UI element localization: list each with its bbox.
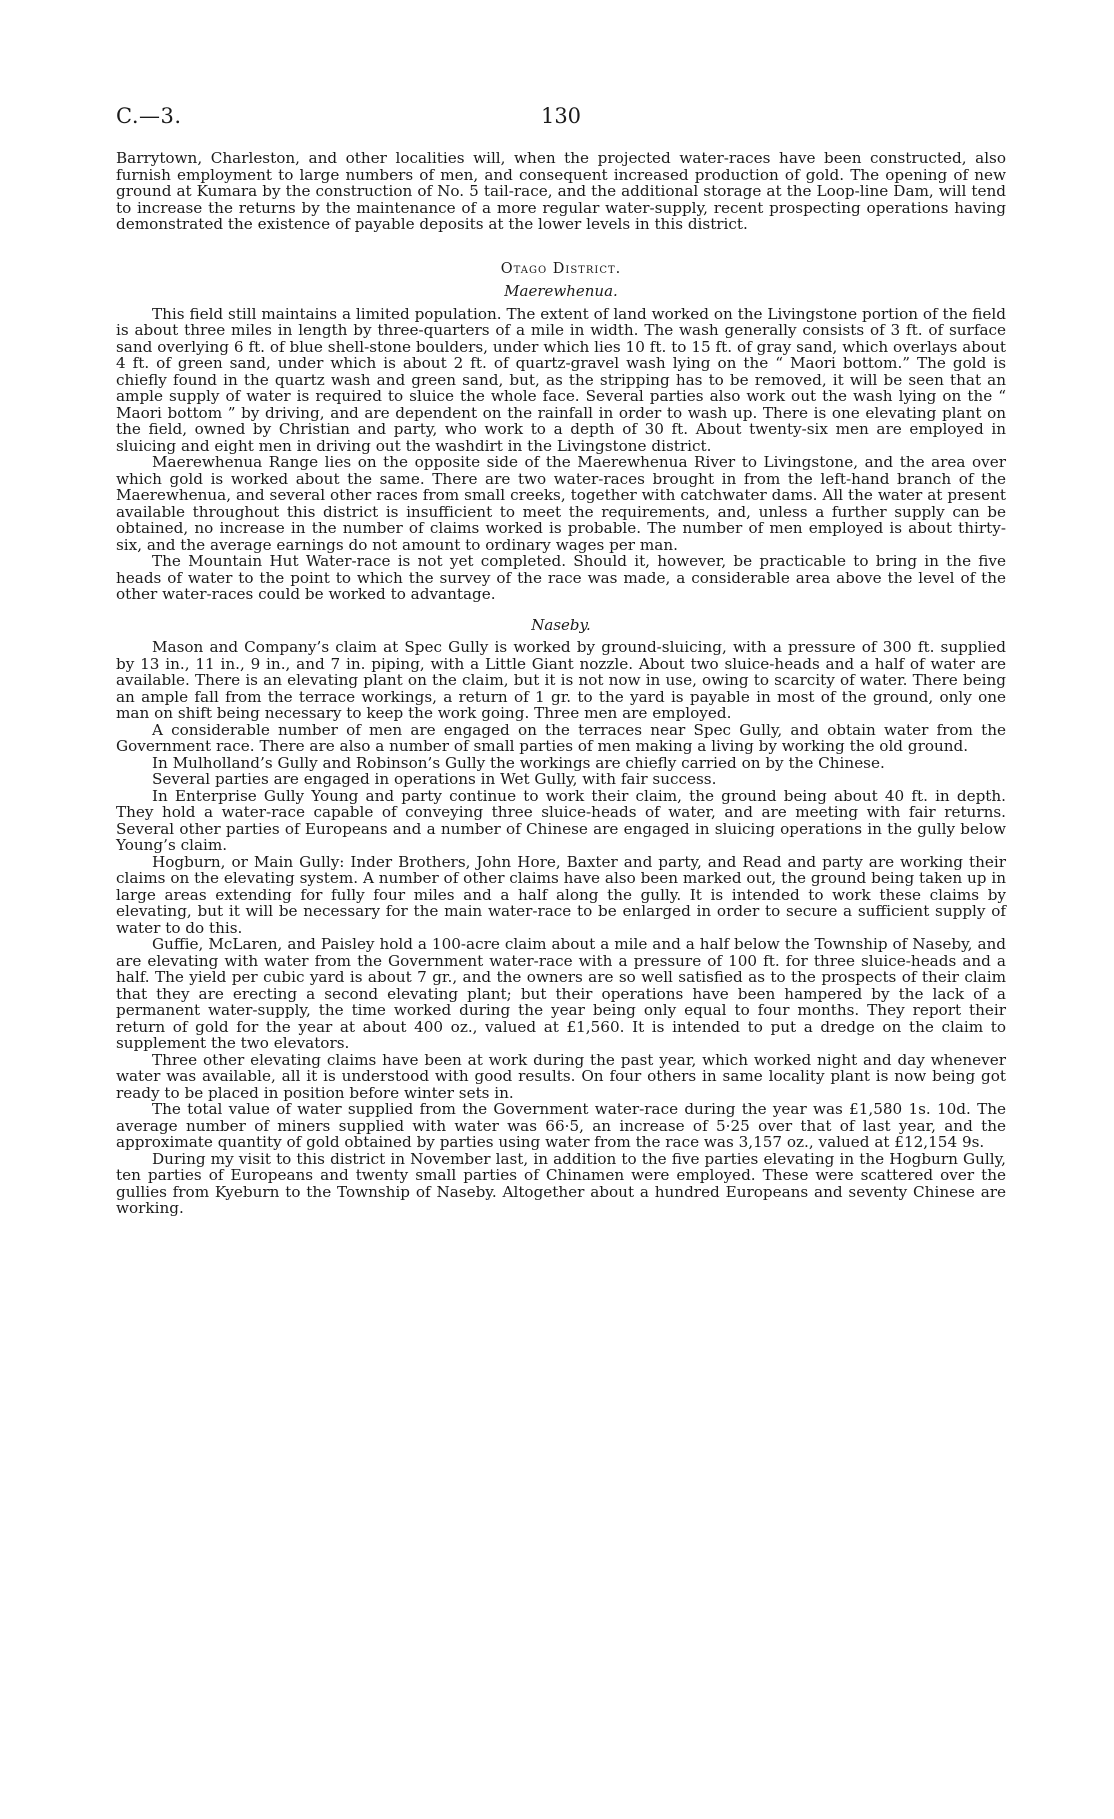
naseby-paragraph: Three other elevating claims have been at work during the past year, which worked night and day whenever water was available, all it is understood with good results. On four others in same locality plant is now being got ready to be placed in position before winter sets in. (116, 1050, 1006, 1102)
naseby-paragraph: A considerable number of men are engaged on the terraces near Spec Gully, and obtain water from the Government race. There are also a number of small parties of men making a living by working the old ground. (116, 720, 1006, 755)
maerewhenua-heading: Maerewhenua. (504, 282, 618, 300)
naseby-paragraph: Guffie, McLaren, and Paisley hold a 100-acre claim about a mile and a half below the Township of Naseby, and are elevating with water from the Government water-race with a pressure of 100 ft. for three sluice-heads and a half. The yield per cubic yard is about 7 gr., and the owners are so well satisfied as to the prospects of their claim that they are erecting a second elevating plant; but their operations have been hampered by the lack of a permanent water-supply, the time worked during the year being only equal to four months. They report their return of gold for the year at about 400 oz., valued at £1,560. It is intended to put a dredge on the claim to supplement the two elevators. (116, 935, 1006, 1052)
maerewhenua-paragraph: Maerewhenua Range lies on the opposite side of the Maerewhenua River to Livingstone, and the area over which gold is worked about the same. There are two water-races brought in from the left-hand branch of the Maerewhenua, and several other races from small creeks, together with catchwater dams. All the water at present available throughout this district is insufficient to meet the requirements, and, unless a further supply can be obtained, no increase in the number of claims worked is probable. The number of men employed is about thirty-six, and the average earnings do not amount to ordinary wages per man. (116, 453, 1006, 554)
intro-paragraph: Barrytown, Charleston, and other localities will, when the projected water-races have been constructed, also furnish employment to large numbers of men, and consequent increased production of gold. The opening of new ground at Kumara by the construction of No. 5 tail-race, and the additional storage at the Loop-line Dam, will tend to increase the returns by the maintenance of a more regular water-supply, recent prospecting operations having demonstrated the existence of payable deposits at the lower levels in this district. (116, 149, 1006, 233)
naseby-paragraph: The total value of water supplied from the Government water-race during the year was £1,580 1s. 10d. The average number of miners supplied with water was 66·5, an increase of 5·25 over that of last year, and the approximate quantity of gold obtained by parties using water from the race was 3,157 oz., valued at £12,154 9s. (116, 1100, 1006, 1151)
district-heading: Otago District. (500, 260, 622, 277)
naseby-paragraph: In Mulholland’s Gully and Robinson’s Gully the workings are chiefly carried on by the Chinese. (152, 753, 885, 772)
page-body (116, 150, 1006, 1217)
naseby-paragraph: In Enterprise Gully Young and party continue to work their claim, the ground being about 40 ft. in depth. They hold a water-race capable of conveying three sluice-heads of water, and are meeting with fair returns. Several other parties of Europeans and a number of Chinese are engaged in sluicing operations in the gully below Young’s claim. (116, 786, 1006, 854)
naseby-paragraph: Several parties are engaged in operations in Wet Gully, with fair success. (152, 770, 717, 788)
maerewhenua-paragraph: This field still maintains a limited population. The extent of land worked on the Livingstone portion of the field is about three miles in length by three-quarters of a mile in width. The wash generally consists of 3 ft. of surface sand overlying 6 ft. of blue shell-stone boulders, under which lies 10 ft. to 15 ft. of gray sand, which overlays about 4 ft. of green sand, under which is about 2 ft. of quartz-gravel wash lying on the “ Maori bottom.” The gold is chiefly found in the quartz wash and green sand, but, as the stripping has to be removed, it will be seen that an ample supply of water is required to sluice the whole face. Several parties also work out the wash lying on the “ Maori bottom ” by driving, and are dependent on the rainfall in order to wash up. There is one elevating plant on the field, owned by Christian and party, who work to a depth of 30 ft. About twenty-six men are employed in sluicing and eight men in driving out the washdirt in the Livingstone district. (116, 304, 1006, 455)
naseby-heading: Naseby. (531, 615, 591, 634)
maerewhenua-paragraph: The Mountain Hut Water-race is not yet completed. Should it, however, be practicable to bring in the five heads of water to the point to which the survey of the race was made, a considerable area above the level of the other water-races could be worked to advantage. (116, 552, 1006, 603)
naseby-paragraph: During my visit to this district in November last, in addition to the five parties elevating in the Hogburn Gully, ten parties of Europeans and twenty small parties of Chinamen were employed. These were scattered over the gullies from Kyeburn to the Township of Naseby. Altogether about a hundred Europeans and seventy Chinese are working. (116, 1149, 1006, 1217)
page-header (116, 104, 1006, 134)
naseby-paragraph: Hogburn, or Main Gully: Inder Brothers, John Hore, Baxter and party, and Read and party are working their claims on the elevating system. A number of other claims have also been marked out, the ground being taken up in large areas extending for fully four miles and a half along the gully. It is intended to work these claims by elevating, but it will be necessary for the main water-race to be enlarged in order to secure a sufficient supply of water to do this. (116, 852, 1006, 937)
naseby-paragraph: Mason and Company’s claim at Spec Gully is worked by ground-sluicing, with a pressure of 300 ft. supplied by 13 in., 11 in., 9 in., and 7 in. piping, with a Little Giant nozzle. About two sluice-heads and a half of water are available. There is an elevating plant on the claim, but it is not now in use, owing to scarcity of water. There being an ample fall from the terrace workings, a return of 1 gr. to the yard is payable in most of the ground, only one man on shift being necessary to keep the work going. Three men are employed. (116, 638, 1006, 722)
document-code: C.—3. (116, 104, 182, 128)
page-number: 130 (540, 104, 582, 128)
